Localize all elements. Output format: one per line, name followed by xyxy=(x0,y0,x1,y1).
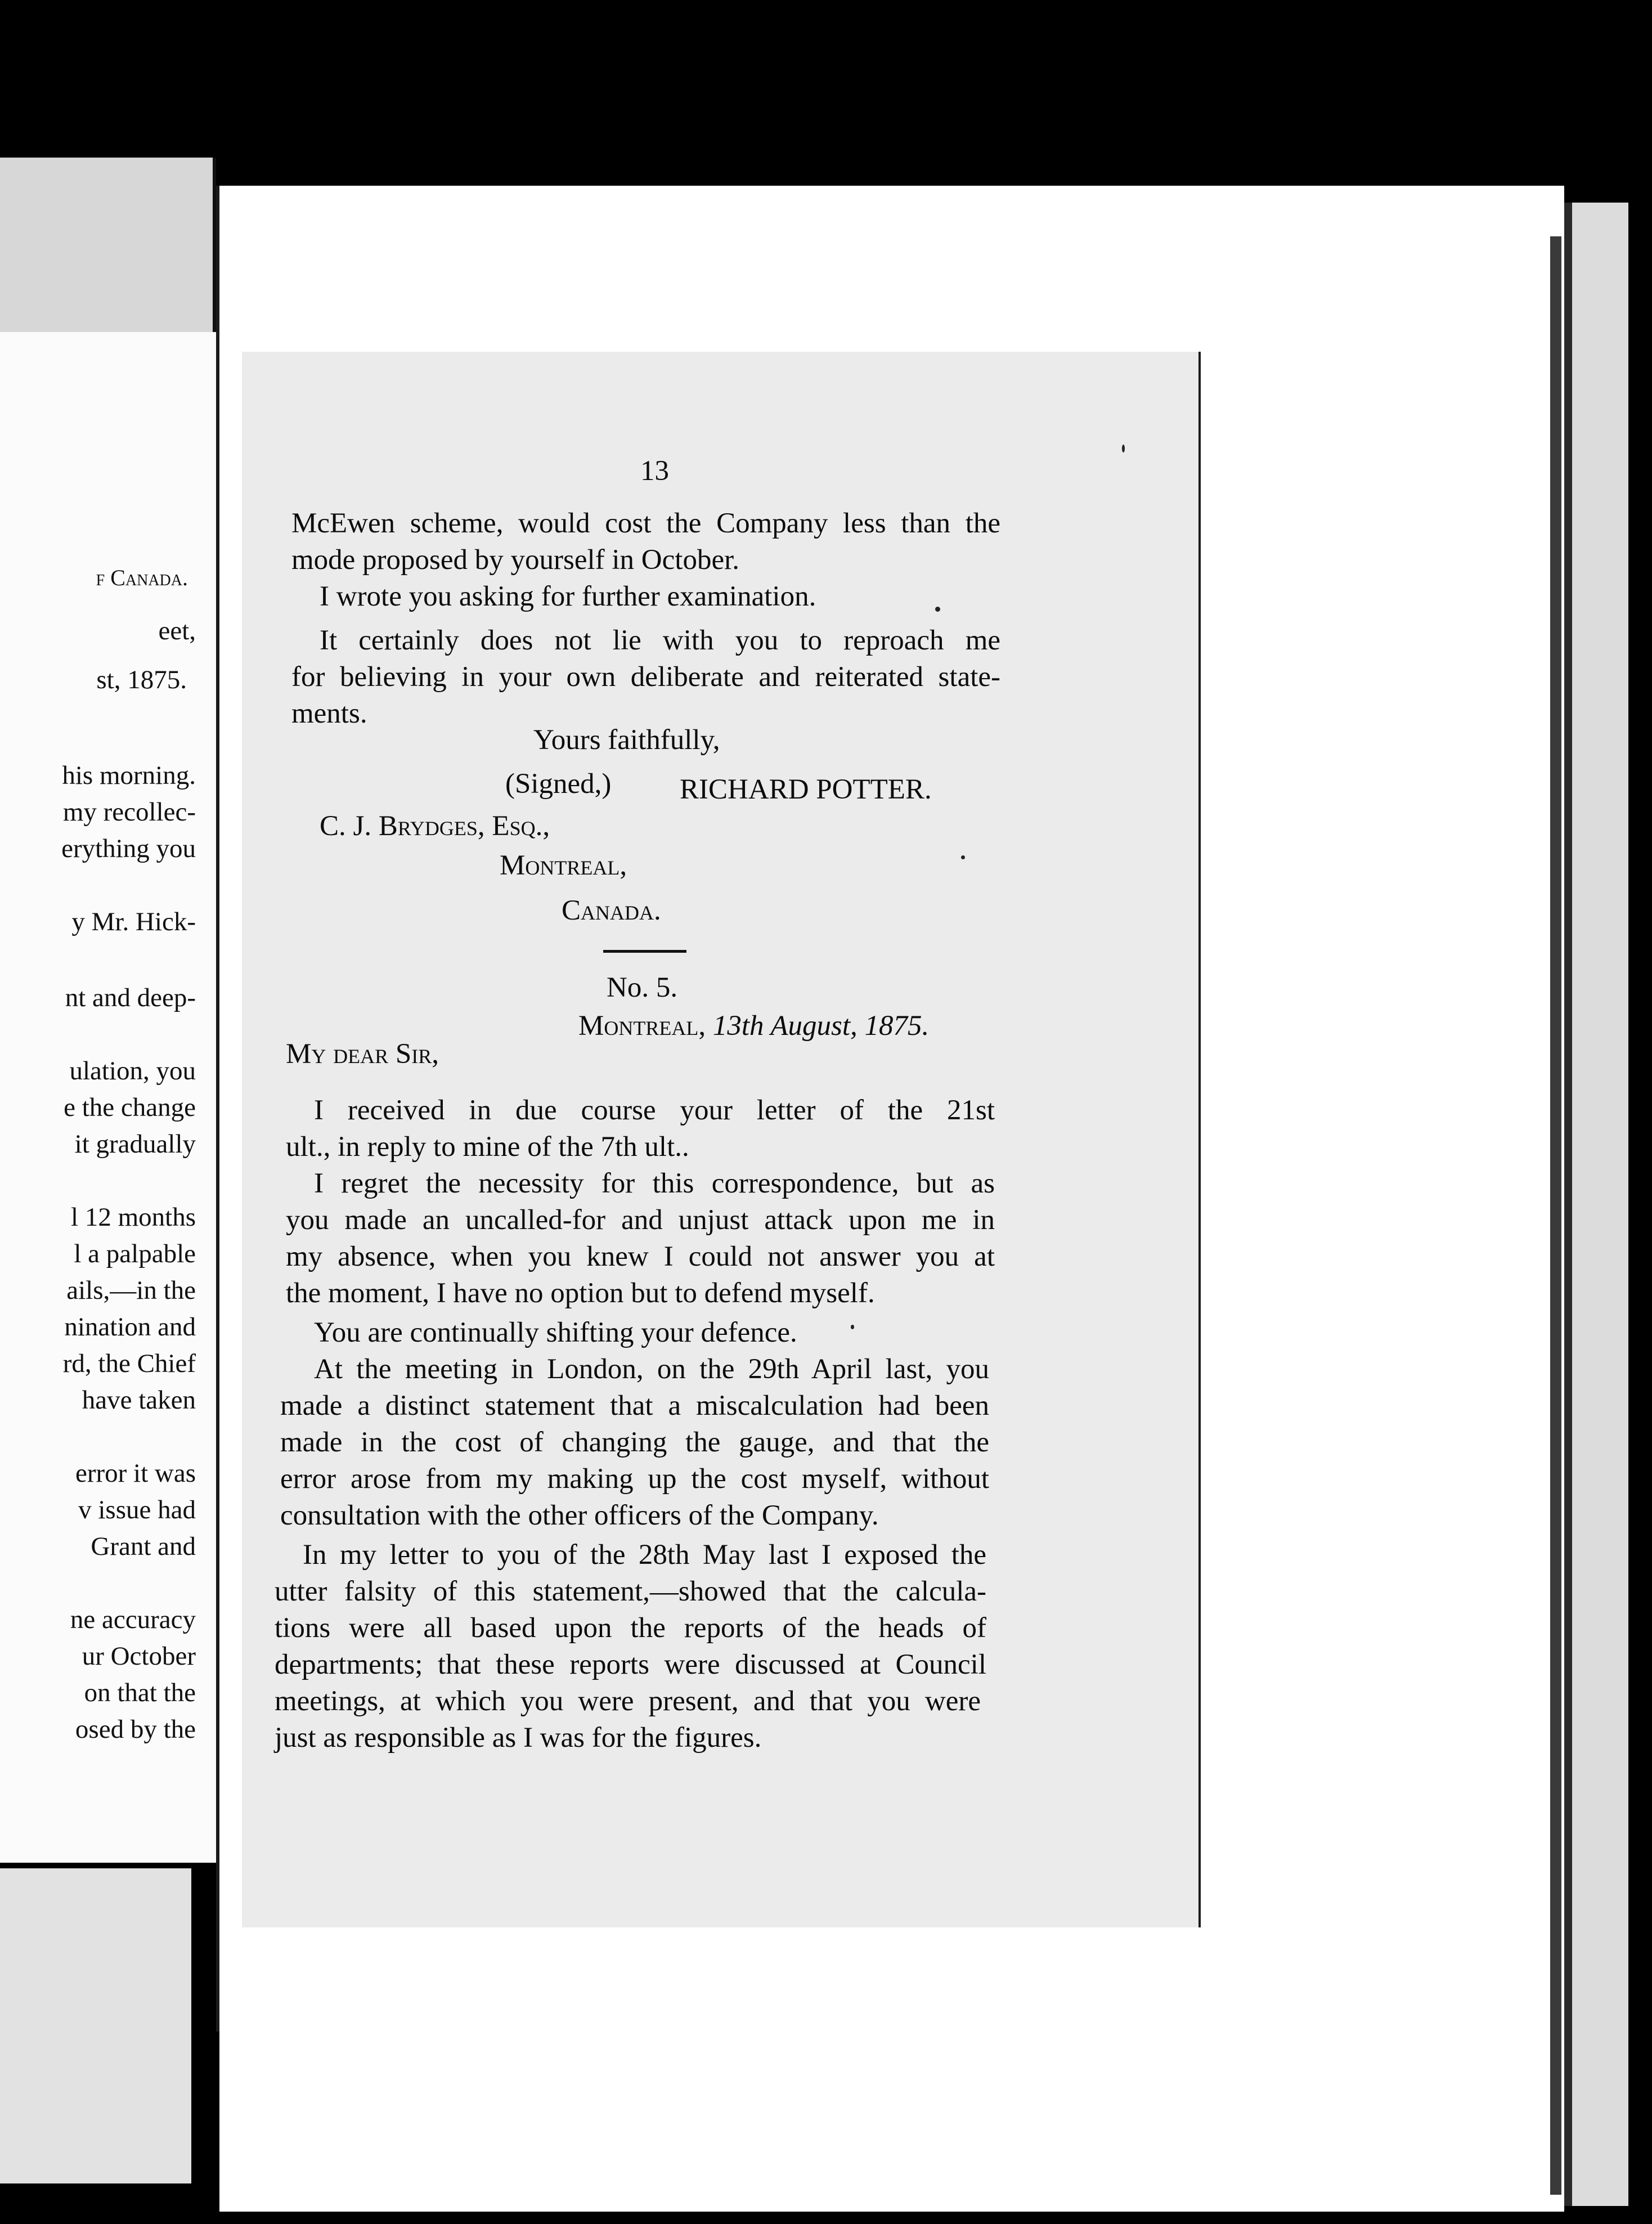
body-line: made in the cost of changing the gauge, and that the xyxy=(280,1428,989,1458)
left-fragment: ne accuracy xyxy=(70,1605,196,1634)
signed-label: (Signed,) xyxy=(505,768,612,800)
closing-line: I wrote you asking for further examination. xyxy=(320,581,816,612)
letter-place: Montreal, xyxy=(578,1010,706,1042)
left-fragment: e the change xyxy=(64,1093,196,1122)
addressee-city: Montreal, xyxy=(500,850,627,881)
left-fragment: it gradually xyxy=(74,1129,196,1159)
body-line: consultation with the other officers of the Company. xyxy=(280,1500,879,1531)
left-fragment: l a palpable xyxy=(74,1239,196,1268)
left-fragment: my recollec- xyxy=(62,797,196,827)
left-fragment: l 12 months xyxy=(71,1203,196,1232)
section-divider xyxy=(603,950,686,953)
body-line: just as responsible as I was for the figures. xyxy=(275,1722,762,1754)
body-line: error arose from my making up the cost myself, without xyxy=(280,1465,989,1495)
left-fragment: have taken xyxy=(82,1385,196,1415)
left-fragment: osed by the xyxy=(75,1715,196,1744)
left-fragment: rd, the Chief xyxy=(62,1349,196,1378)
closing-line: for believing in your own deliberate and reiterated state- xyxy=(291,663,1000,693)
letter-date: 13th August, 1875. xyxy=(712,1010,930,1042)
left-fragment: ur October xyxy=(82,1642,196,1671)
left-fragment: nt and deep- xyxy=(65,983,196,1012)
left-fragment: y Mr. Hick- xyxy=(71,907,196,936)
page-number: 13 xyxy=(640,455,669,487)
body-line: my absence, when you knew I could not answer you at xyxy=(286,1243,995,1272)
body-line: made a distinct statement that a miscalculation had been xyxy=(280,1392,989,1422)
body-line: utter falsity of this statement,—showed that the calcula- xyxy=(275,1577,986,1607)
left-fragment: ulation, you xyxy=(69,1056,196,1086)
body-line: You are continually shifting your defence. xyxy=(314,1317,797,1348)
letter-dateline xyxy=(578,1012,929,1041)
page-stack-edge xyxy=(1564,203,1628,2206)
left-facing-page xyxy=(0,332,219,1863)
left-fragment: st, 1875. xyxy=(96,665,187,694)
left-fragment: f Canada. xyxy=(96,565,188,590)
left-fragment: error it was xyxy=(75,1459,196,1488)
letter-number-heading: No. 5. xyxy=(607,972,678,1003)
body-line: I received in due course your letter of the 21st xyxy=(314,1096,995,1126)
body-line: departments; that these reports were discussed at Council xyxy=(275,1651,986,1680)
scan-speck xyxy=(961,855,965,859)
closing-line: It certainly does not lie with you to reproach me xyxy=(320,626,1000,656)
valediction: Yours faithfully, xyxy=(533,724,720,756)
body-line: tions were all based upon the reports of the heads of xyxy=(275,1614,986,1644)
left-fragment: eet, xyxy=(158,616,196,645)
left-fragment: his morning. xyxy=(62,761,196,790)
closing-line: mode proposed by yourself in October. xyxy=(291,544,740,576)
scan-speck xyxy=(1122,445,1125,452)
body-line: In my letter to you of the 28th May last I exposed the xyxy=(303,1541,986,1571)
body-line: I regret the necessity for this correspondence, but as xyxy=(314,1169,995,1199)
addressee-name: C. J. Brydges, Esq., xyxy=(320,810,550,842)
left-fragment: on that the xyxy=(84,1678,196,1707)
left-page-top-edge xyxy=(0,158,216,332)
scan-speck xyxy=(851,1325,854,1329)
left-fragment: Grant and xyxy=(91,1532,196,1561)
body-line: meetings, at which you were present, and that you were xyxy=(275,1687,981,1717)
left-page-bottom-edge xyxy=(0,1868,191,2183)
body-line: the moment, I have no option but to defend myself. xyxy=(286,1277,875,1309)
addressee-country: Canada. xyxy=(562,895,661,926)
signatory-name: RICHARD POTTER. xyxy=(680,774,932,805)
page-edge-shadow xyxy=(1550,236,1561,2195)
salutation: My dear Sir, xyxy=(286,1038,439,1070)
left-fragment: v issue had xyxy=(78,1495,196,1524)
scan-speck xyxy=(935,607,940,612)
closing-line: McEwen scheme, would cost the Company less than the xyxy=(291,509,1000,539)
closing-line: ments. xyxy=(291,698,367,729)
body-line: you made an uncalled-for and unjust attack upon me in xyxy=(286,1206,995,1236)
body-line: ult., in reply to mine of the 7th ult.. xyxy=(286,1131,689,1163)
left-fragment: erything you xyxy=(61,834,196,863)
body-line: At the meeting in London, on the 29th April last, you xyxy=(314,1355,989,1385)
left-fragment: ails,—in the xyxy=(66,1276,196,1305)
left-fragment: nination and xyxy=(64,1312,196,1342)
